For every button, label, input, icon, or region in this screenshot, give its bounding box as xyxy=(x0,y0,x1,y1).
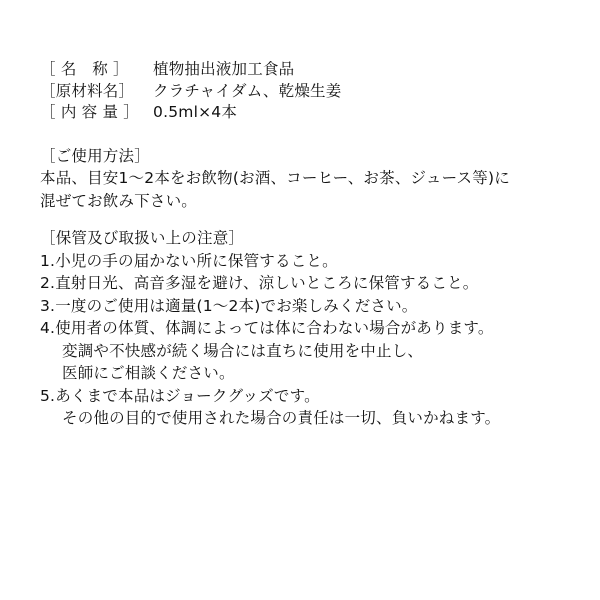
list-item-continuation: 変調や不快感が続く場合には直ちに使用を中止し、 xyxy=(62,341,424,360)
spec-label-name: ［ 名 称 ］ xyxy=(40,60,129,78)
list-item-continuation: その他の目的で使用された場合の責任は一切、負いかねます。 xyxy=(62,409,501,427)
spec-label-volume: ［ 内 容 量 ］ xyxy=(40,103,140,121)
usage-line-2: 混ぜてお飲み下さい。 xyxy=(40,191,198,210)
spec-value-ingredients: クラチャイダム、乾燥生姜 xyxy=(153,81,342,100)
product-spec-table xyxy=(40,62,341,127)
list-item: 4.使用者の体質、体調によっては体に合わない場合があります。 xyxy=(40,319,494,337)
document-content xyxy=(40,62,574,434)
list-item: 5.あくまで本品はジョークグッズです。 xyxy=(40,386,320,405)
spec-value-volume: 0.5ml×4本 xyxy=(153,103,238,121)
usage-line-1: 本品、目安1〜2本をお飲物(お酒、コーヒー、お茶、ジュース等)に xyxy=(40,169,510,187)
usage-heading: ［ご使用方法］ xyxy=(40,146,150,165)
table-row xyxy=(40,105,341,127)
list-item: 2.直射日光、高音多湿を避け、涼しいところに保管すること。 xyxy=(40,274,479,292)
spec-value-name: 植物抽出液加工食品 xyxy=(153,60,295,78)
caution-heading: ［保管及び取扱い上の注意］ xyxy=(40,229,245,247)
list-item-continuation: 医師にご相談ください。 xyxy=(62,364,235,382)
table-row xyxy=(40,62,341,84)
list-item: 1.小児の手の届かない所に保管すること。 xyxy=(40,251,338,270)
list-item: 3.一度のご使用は適量(1〜2本)でお楽しみください。 xyxy=(40,296,418,315)
table-row xyxy=(40,84,341,106)
caution-section xyxy=(40,231,574,427)
usage-section xyxy=(40,146,574,210)
spec-label-ingredients: ［原材料名］ xyxy=(40,81,135,100)
